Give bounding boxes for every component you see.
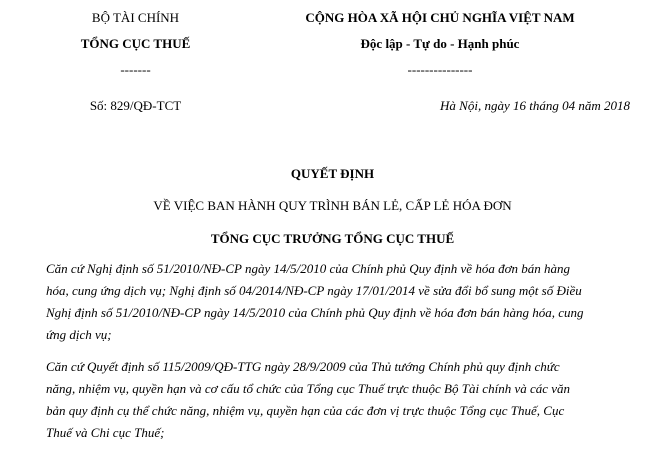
paragraph-line: hóa, cung ứng dịch vụ; Nghị định số 04/2014/NĐ-CP ngày 17/01/2014 về sửa đổi bổ sung một số Điều [46, 283, 582, 298]
paragraph-line: Nghị định số 51/2010/NĐ-CP ngày 14/5/2010 của Chính phủ Quy định về hóa đơn bán hàng hóa, cung [46, 305, 584, 320]
paragraph-line: Căn cứ Quyết định số 115/2009/QĐ-TTG ngày 28/9/2009 của Thủ tướng Chính phủ quy định chức [46, 359, 560, 374]
legal-basis-paragraph-2 [46, 356, 621, 444]
document-number: Số: 829/QĐ-TCT [89, 98, 182, 113]
place-and-date: Hà Nội, ngày 16 tháng 04 năm 2018 [440, 98, 630, 113]
right-separator: --------------- [407, 62, 473, 77]
country-name: CỘNG HÒA XÃ HỘI CHỦ NGHĨA VIỆT NAM [305, 10, 575, 25]
issuer-title: TỔNG CỤC TRƯỞNG TỔNG CỤC THUẾ [210, 231, 455, 246]
document-type: QUYẾT ĐỊNH [290, 166, 375, 181]
paragraph-line: Căn cứ Nghị định số 51/2010/NĐ-CP ngày 14/5/2010 của Chính phủ Quy định về hóa đơn bán hàng [46, 261, 571, 276]
national-motto: Độc lập - Tự do - Hạnh phúc [360, 36, 520, 51]
left-separator: ------- [120, 62, 151, 77]
document-subject: VỀ VIỆC BAN HÀNH QUY TRÌNH BÁN LẺ, CẤP LẺ HÓA ĐƠN [153, 198, 512, 213]
department-name: TỔNG CỤC THUẾ [80, 36, 191, 51]
paragraph-line: bản quy định cụ thể chức năng, nhiệm vụ, quyền hạn của các đơn vị trực thuộc Tổng cục Thuế, Cục [46, 403, 565, 418]
legal-basis-paragraph-1 [46, 258, 621, 346]
paragraph-line: ứng dịch vụ; [46, 327, 112, 342]
ministry-name: BỘ TÀI CHÍNH [91, 10, 180, 25]
paragraph-line: năng, nhiệm vụ, quyền hạn và cơ cấu tổ chức của Tổng cục Thuế trực thuộc Bộ Tài chính và các văn [46, 381, 571, 396]
paragraph-line: Thuế và Chi cục Thuế; [46, 425, 165, 440]
